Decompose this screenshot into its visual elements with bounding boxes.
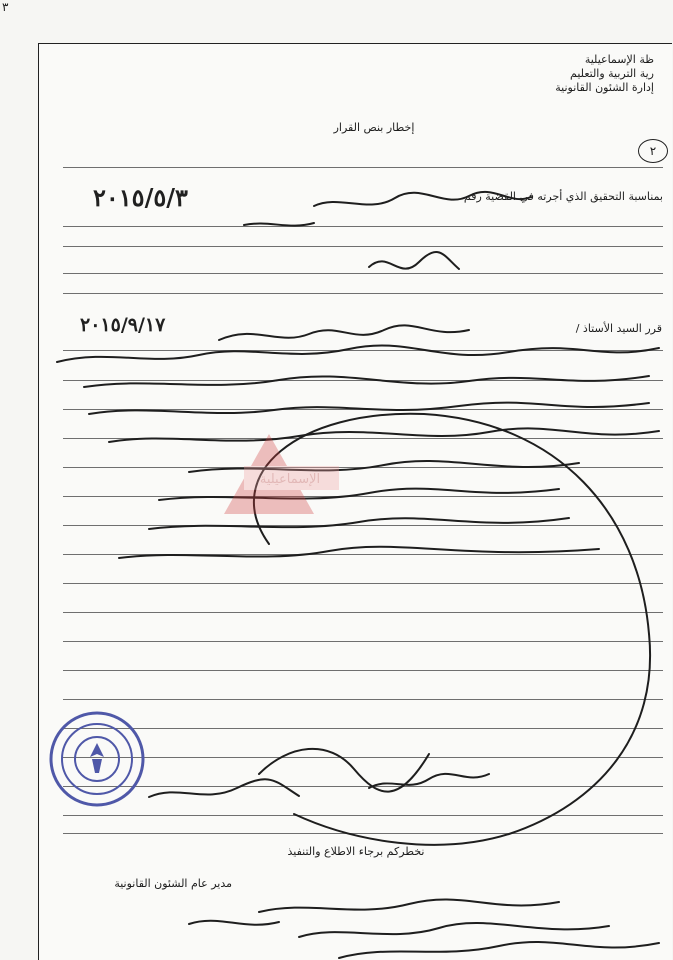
handwriting-layer — [39, 44, 672, 960]
handwritten-body-line-3 — [89, 403, 649, 414]
handwritten-date-mid: ٢٠١٥/٩/١٧ — [80, 314, 166, 336]
letterhead-line-1: ظة الإسماعيلية — [584, 53, 654, 66]
handwritten-body-line-2 — [84, 376, 649, 387]
decision-line: قرر السيد الأستاذ / — [575, 322, 662, 335]
handwritten-body-line-1 — [57, 345, 659, 362]
handwritten-body-line-4 — [109, 428, 659, 442]
handwritten-body-line-7 — [149, 518, 569, 529]
handwritten-body-line-8 — [119, 547, 599, 558]
handwritten-date-top: ٢٠١٥/٥/٣ — [93, 183, 188, 212]
handwritten-bottom-3 — [299, 923, 609, 937]
investigation-line: بمناسبة التحقيق الذي أجرته في القضية رقم — [463, 190, 663, 203]
watermark-text: الإسماعيلية — [259, 472, 321, 487]
notify-line: نخطركم برجاء الاطلاع والتنفيذ — [287, 845, 425, 858]
handwritten-tabe3-scribble — [369, 252, 459, 269]
handwritten-signature-3 — [369, 774, 489, 788]
letterhead-line-3: إدارة الشئون القانونية — [555, 81, 654, 94]
watermark-logo — [194, 424, 344, 519]
handwritten-bottom-4 — [339, 942, 659, 958]
page-number-corner: ٣ — [2, 0, 9, 14]
handwritten-decision-scribble — [219, 325, 469, 340]
letterhead-line-2: رية التربية والتعليم — [570, 67, 654, 80]
document-sheet — [38, 43, 672, 960]
handwritten-signature-2 — [149, 779, 299, 797]
handwritten-case-scribble — [244, 223, 314, 226]
director-line: مدير عام الشئون القانونية — [114, 877, 232, 890]
official-seal — [47, 709, 147, 809]
handwritten-name-scribble — [314, 192, 531, 206]
handwritten-bottom-2 — [259, 899, 559, 912]
document-title: إخطار بنص القرار — [333, 121, 415, 134]
page-marker: ٢ — [638, 139, 668, 163]
handwritten-bottom-1 — [189, 921, 279, 925]
